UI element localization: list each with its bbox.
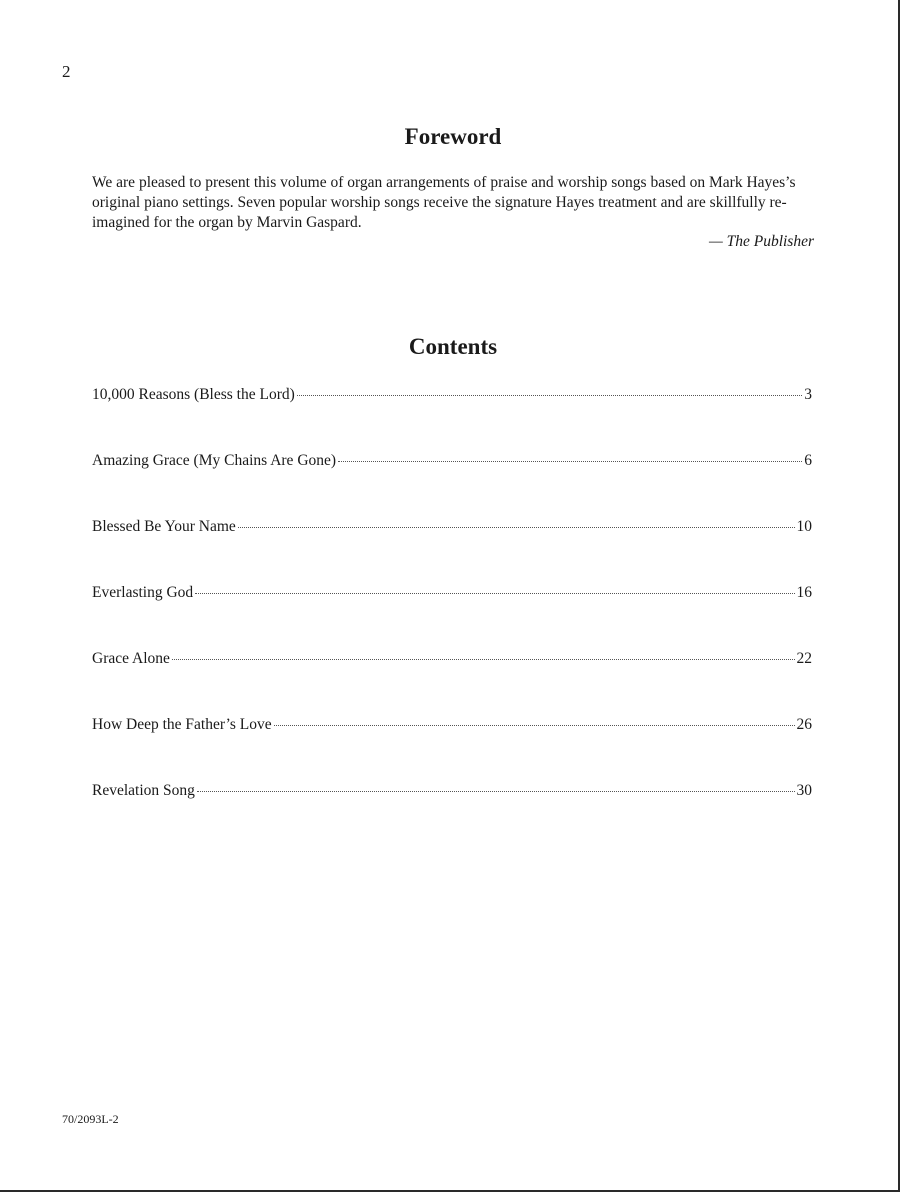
toc-dot-leader	[195, 593, 794, 594]
toc-entry-page: 3	[804, 386, 812, 403]
toc-entry[interactable]	[92, 782, 812, 848]
foreword-heading: Foreword	[404, 124, 502, 149]
toc-entry-title: 10,000 Reasons (Bless the Lord)	[92, 386, 295, 403]
toc-entry-page: 30	[796, 782, 812, 799]
toc-entry-page: 22	[796, 650, 812, 667]
table-of-contents	[92, 386, 812, 848]
toc-entry-title: Blessed Be Your Name	[92, 518, 236, 535]
foreword-signature: — The Publisher	[708, 233, 814, 250]
toc-dot-leader	[297, 395, 802, 396]
toc-entry-page: 16	[796, 584, 812, 601]
toc-entry[interactable]	[92, 452, 812, 518]
toc-entry-title: How Deep the Father’s Love	[92, 716, 272, 733]
toc-entry-title: Amazing Grace (My Chains Are Gone)	[92, 452, 337, 469]
catalog-code: 70/2093L-2	[62, 1112, 119, 1126]
toc-entry-page: 10	[796, 518, 812, 535]
toc-entry-title: Grace Alone	[92, 650, 170, 667]
toc-entry[interactable]	[92, 386, 812, 452]
toc-dot-leader	[274, 725, 795, 726]
foreword-paragraph: We are pleased to present this volume of organ arrangements of praise and worship songs based on Mark Hayes’s original piano settings. Seven popular worship songs receive the signature Hayes treatment and are skillfully re-imagined for the organ by Marvin Gaspard.	[92, 174, 796, 231]
toc-entry-title: Everlasting God	[92, 584, 194, 601]
toc-entry[interactable]	[92, 716, 812, 782]
toc-entry[interactable]	[92, 650, 812, 716]
toc-entry-page: 6	[804, 452, 812, 469]
page-number: 2	[62, 62, 71, 81]
contents-heading: Contents	[408, 334, 498, 359]
toc-entry[interactable]	[92, 518, 812, 584]
toc-dot-leader	[238, 527, 795, 528]
toc-dot-leader	[172, 659, 795, 660]
toc-dot-leader	[197, 791, 795, 792]
toc-entry[interactable]	[92, 584, 812, 650]
toc-dot-leader	[338, 461, 802, 462]
toc-entry-title: Revelation Song	[92, 782, 195, 799]
toc-entry-page: 26	[796, 716, 812, 733]
